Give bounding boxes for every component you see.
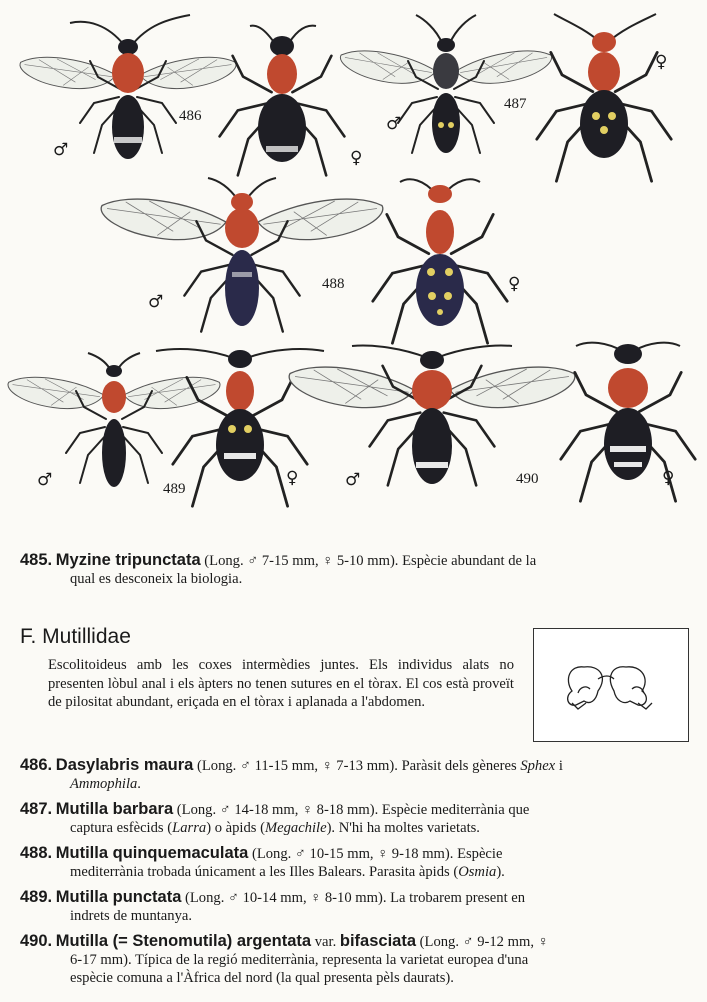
species-entry-486 [20,756,692,793]
entry-number: 488. [20,844,53,862]
species-entry-487 [20,800,692,837]
entry-text-part: ) o àpids ( [206,820,265,836]
insect-490-male [287,346,576,486]
genus-italic: Ammophila [70,776,138,792]
coxae-diagram [533,628,689,742]
insect-487-male [338,15,553,153]
entry-text: (Long. ♂ 9-12 mm, ♀ [416,934,549,950]
insect-486-male [19,15,238,159]
female-symbol: ♀ [286,468,299,488]
entry-number: 485. [20,551,53,569]
entry-text-line2 [20,863,692,881]
male-symbol: ♂ [53,140,69,160]
entry-number: 490. [20,932,53,950]
species-name: Dasylabris maura [55,756,194,774]
species-name: Mutilla quinquemaculata [55,844,249,862]
entry-text: (Long. ♂ 10-14 mm, ♀ 8-10 mm). La trobarem present en [181,890,526,906]
figure-number-486: 486 [179,108,202,124]
genus-italic: Sphex [520,758,556,774]
male-symbol: ♂ [345,470,361,490]
figure-number-490: 490 [516,471,539,487]
entry-text-tail: . [137,776,141,792]
insect-487-female [537,14,671,181]
insect-486-female [220,26,345,176]
figure-number-488: 488 [322,276,345,292]
insect-488-male [99,178,384,332]
entry-number: 486. [20,756,53,774]
entry-text-line2: qual es desconeix la biologia. [70,571,243,587]
entry-text-line2 [20,775,692,793]
entry-text-part: captura esfècids ( [70,820,173,836]
entry-text-part: mediterrània trobada únicament a les Illes Balears. Parasita àpids ( [70,864,459,880]
species-name: Mutilla barbara [55,800,174,818]
insect-489-male [7,353,222,487]
species-entry-488 [20,844,692,881]
insect-488-female [373,179,507,343]
species-entry-485 [20,551,692,588]
species-entry-489 [20,888,692,925]
entry-text-part: ). [496,864,505,880]
entry-text-part: ). N'hi ha moltes varietats. [326,820,480,836]
male-symbol: ♂ [386,114,402,134]
male-symbol: ♂ [37,470,53,490]
female-symbol: ♀ [350,148,363,168]
section-title: F. Mutillidae [20,625,131,648]
genus-italic: Osmia [458,864,497,880]
female-symbol: ♀ [662,468,675,488]
species-name: Myzine tripunctata [55,551,201,569]
figure-number-487: 487 [504,96,527,112]
entry-text: (Long. ♂ 10-15 mm, ♀ 9-18 mm). Espècie [248,846,503,862]
insect-490-female [561,343,695,502]
entry-text: (Long. ♂ 14-18 mm, ♀ 8-18 mm). Espècie mediterrània que [173,802,530,818]
genus-italic: Larra [172,820,207,836]
species-name: Mutilla punctata [55,888,182,906]
genus-italic: Megachile [264,820,327,836]
figure-number-489: 489 [163,481,186,497]
male-symbol: ♂ [148,292,164,312]
female-symbol: ♀ [508,274,521,294]
entry-text-line3: espècie comuna a l'Àfrica del nord (la qual presenta pèls daurats). [70,970,454,986]
section-intro: Escolitoideus amb les coxes intermèdies juntes. Els individus alats no presenten lòbul anal i els àpters no tenen sutures en el tòrax. El cos està proveït de pilositat abundant, eriçada en el tòrax i aplanada a l'abdomen. [48,657,514,710]
entry-text-line2: 6-17 mm). Típica de la regió mediterrània, representa la varietat europea d'una [70,952,529,968]
entry-text-line2 [20,819,692,837]
entry-text: (Long. ♂ 7-15 mm, ♀ 5-10 mm). Espècie abundant de la [200,553,537,569]
entry-text-line2: indrets de muntanya. [70,908,192,924]
variety-text: var. [311,934,340,950]
species-entry-490 [20,932,692,987]
female-symbol: ♀ [655,52,668,72]
entry-text-tail: i [555,758,563,774]
variety-name: bifasciata [339,932,417,950]
entry-number: 487. [20,800,53,818]
coxae-drawing [534,629,688,741]
entry-number: 489. [20,888,53,906]
entry-text: (Long. ♂ 11-15 mm, ♀ 7-13 mm). Paràsit dels gèneres [193,758,521,774]
species-name: Mutilla (= Stenomutila) argentata [55,932,312,950]
